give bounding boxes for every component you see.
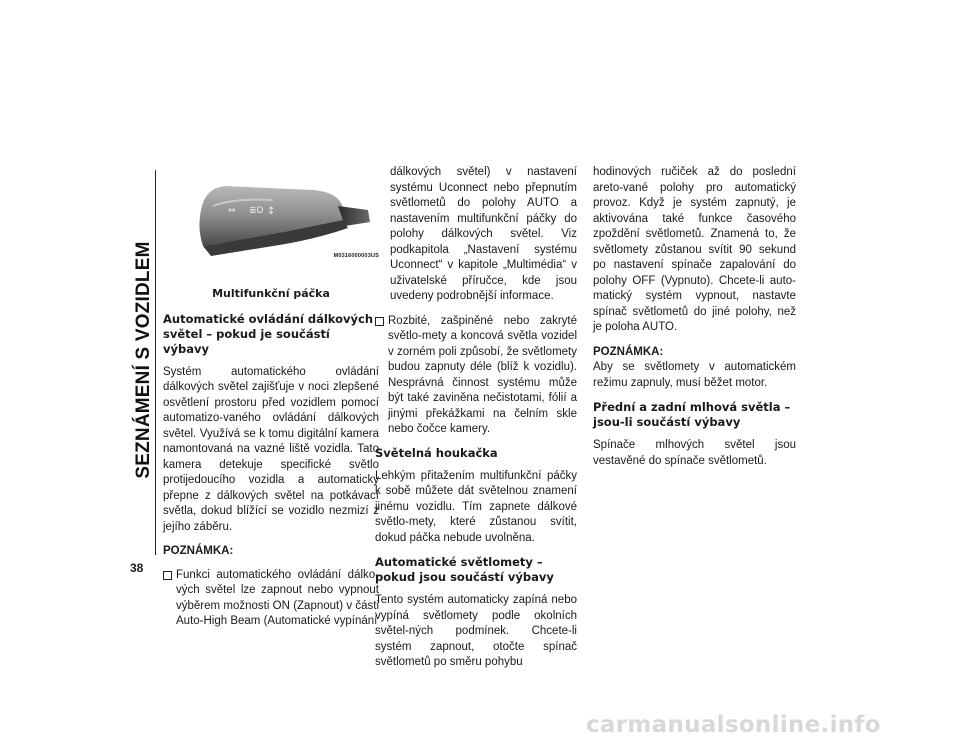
heading-fog-lights: Přední a zadní mlhová světla – jsou-li součástí výbavy — [593, 400, 791, 429]
paragraph-flash-to-pass: Lehkým přitažením multifunkční páčky k sobě můžete dát světelnou znamení jinému vozidlu. Tím zapnete dálkové světlo-mety, které zůstanou svítit, dokud páčka nebude uvolněna. — [375, 469, 577, 544]
svg-text:⇔: ⇔ — [228, 206, 236, 216]
heading-auto-headlights: Automatické světlomety – pokud jsou součástí výbavy — [375, 555, 554, 584]
watermark: carmanualsonline.info — [586, 712, 881, 738]
figure-code: M0316000003US — [333, 252, 379, 259]
multifunction-lever-illustration — [163, 180, 379, 284]
note-label: POZNÁMKA: — [593, 345, 664, 358]
bullet-text: Rozbité, zašpiněné nebo zakryté světlo-mety a koncová světla vozidel v zorném poli způsobí, že světlomety budou zapnuty déle (blíž k vozidlu). Nesprávná činnost systému může být také zaviněna nečistotami, fólií a jinými překážkami na čelním skle nebo čočce kamery. — [388, 314, 577, 435]
bullet-text: Funkci automatického ovládání dálko-vých světel lze zapnout nebo vypnout výběrem možnosti ON (Zapnout) v části Auto-High Beam (Automatické vypínání — [176, 568, 379, 627]
figure-multifunction-lever — [163, 180, 379, 284]
heading-auto-high-beam: Automatické ovládání dálkových světel – pokud je součástí výbavy — [163, 311, 374, 356]
column-2 — [375, 165, 577, 680]
paragraph-fog-lights: Spínače mlhových světel jsou vestavěné do spínače světlometů. — [593, 439, 796, 467]
bullet-continuation: dálkových světel) v nastavení systému Uconnect nebo přepnutím světlometů do polohy AUTO a nastavením multifunkční páčky do polohy dálkových světel. Viz podkapitola „Nastavení systému Uconnect“ v kapitole „Multimédia“ v uživatelské příručce, kde jsou uvedeny podrobnější informace. — [390, 166, 577, 302]
checkbox-bullet-icon — [163, 571, 172, 580]
paragraph-auto-high-beam: Systém automatického ovládání dálkových světel zajišťuje v noci zlepšené osvětlení prostoru před vozidlem pomocí automatizo-vaného ovládání dálkových světel. Využívá se k tomu digitální kamera namontovaná na vazné liště vozidla. Tato kamera detekuje specifické světlo protijedoucího vozidla a automaticky přepne z dálkových světel na potkávací světla, dokud blížící se vozidlo nezmizí z jejího záběru. — [163, 365, 379, 533]
heading-flash-to-pass: Světelná houkačka — [375, 445, 498, 460]
svg-text:≣D: ≣D — [249, 206, 264, 216]
note-label: POZNÁMKA: — [163, 545, 234, 557]
figure-caption: Multifunkční páčka — [212, 287, 330, 300]
paragraph-auto-headlights-cont: hodinových ručiček až do poslední areto-vané polohy pro automatický provoz. Když je systém zapnutý, je aktivována také funkce časového zpoždění světlometů. Znamená to, že světlomety zůstanou svítit 90 sekund po nastavení spínače zapalování do polohy OFF (Vypnuto). Chcete-li auto-matický systém vypnout, nastavte spínač světlometů do jiné polohy, než je poloha AUTO. — [593, 166, 796, 333]
bullet-item — [163, 568, 379, 630]
paragraph-auto-headlights: Tento systém automaticky zapíná nebo vypíná světlomety podle okolních světel-ných podmínek. Chcete-li systém zapnout, otočte spínač světlometů po směru pohybu — [375, 594, 577, 668]
page-number: 38 — [130, 561, 144, 575]
bullet-item — [375, 314, 577, 438]
column-3 — [593, 165, 796, 478]
svg-text:↕: ↕ — [267, 206, 276, 217]
note-text: Aby se světlomety v automatickém režimu zapnuly, musí běžet motor. — [593, 361, 796, 389]
column-1 — [163, 180, 379, 638]
vertical-rule — [155, 170, 156, 555]
checkbox-bullet-icon — [375, 317, 384, 326]
side-section-title-text: SEZNÁMENÍ S VOZIDLEM — [133, 241, 154, 479]
